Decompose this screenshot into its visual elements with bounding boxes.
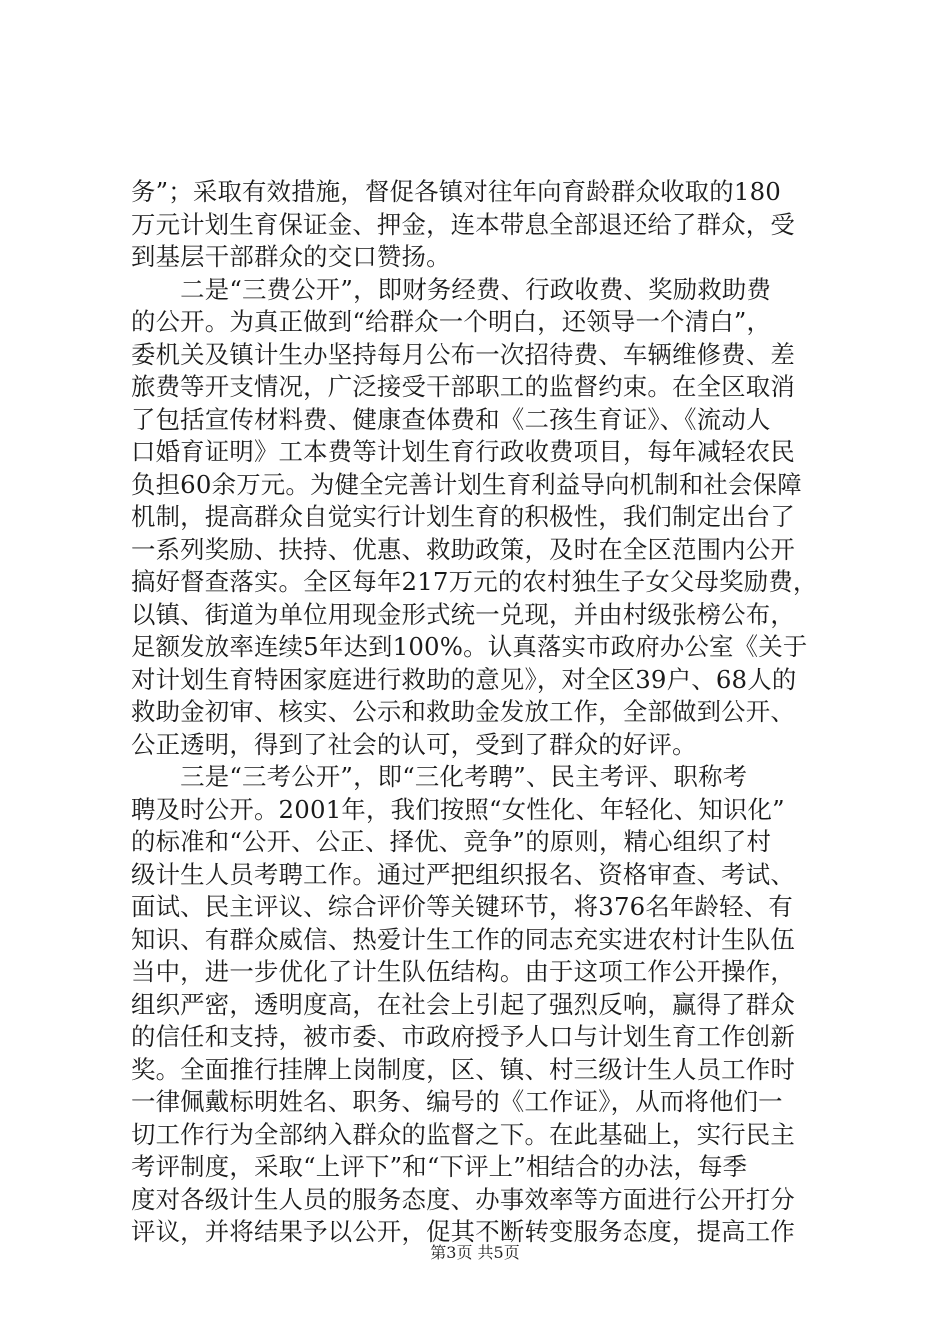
text-line: 以镇、街道为单位用现金形式统一兑现，并由村级张榜公布， xyxy=(131,599,795,629)
text-line: 救助金初审、核实、公示和救助金发放工作，全部做到公开、 xyxy=(131,697,795,726)
text-line: 的公开。为真正做到“给群众一个明白，还领导一个清白”， xyxy=(131,307,772,336)
text-line: 奖。全面推行挂牌上岗制度，区、镇、村三级计生人员工作时 xyxy=(131,1054,795,1084)
text-line: 口婚育证明》工本费等计划生育行政收费项目，每年减轻农民 xyxy=(131,437,795,466)
text-line: 足额发放率连续5年达到100%。认真落实市政府办公室《关于 xyxy=(131,632,808,661)
text-line: 的标准和“公开、公正、择优、竞争”的原则，精心组织了村 xyxy=(131,827,772,856)
text-line: 组织严密，透明度高，在社会上引起了强烈反响，赢得了群众 xyxy=(131,989,795,1019)
text-line: 到基层干部群众的交口赞扬。 xyxy=(131,242,451,271)
text-line: 了包括宣传材料费、健康查体费和《二孩生育证》、《流动人 xyxy=(131,404,771,434)
text-line: 级计生人员考聘工作。通过严把组织报名、资格审查、考试、 xyxy=(131,859,795,889)
text-line: 委机关及镇计生办坚持每月公布一次招待费、车辆维修费、差 xyxy=(131,339,795,369)
text-line: 机制，提高群众自觉实行计划生育的积极性，我们制定出台了 xyxy=(131,502,795,531)
text-line: 搞好督查落实。全区每年217万元的农村独生子女父母奖励费， xyxy=(131,567,818,596)
text-line: 务”；采取有效措施，督促各镇对往年向育龄群众收取的180 xyxy=(131,177,782,206)
document-body xyxy=(131,176,831,1249)
text-line: 当中，进一步优化了计生队伍结构。由于这项工作公开操作， xyxy=(131,957,795,986)
text-line: 切工作行为全部纳入群众的监督之下。在此基础上，实行民主 xyxy=(131,1119,795,1149)
text-line: 万元计划生育保证金、押金，连本带息全部退还给了群众，受 xyxy=(131,209,795,239)
text-line: 一律佩戴标明姓名、职务、编号的《工作证》，从而将他们一 xyxy=(131,1087,783,1116)
text-line: 二是“三费公开”，即财务经费、行政收费、奖励救助费 xyxy=(131,274,772,304)
text-line: 评议，并将结果予以公开，促其不断转变服务态度，提高工作 xyxy=(131,1217,795,1246)
page-footer xyxy=(0,1240,950,1263)
page-number-label: 第3页 共5页 xyxy=(430,1243,520,1262)
text-line: 一系列奖励、扶持、优惠、救助政策，及时在全区范围内公开 xyxy=(131,534,795,564)
text-line: 公正透明，得到了社会的认可，受到了群众的好评。 xyxy=(131,729,697,759)
text-line: 聘及时公开。2001年，我们按照“女性化、年轻化、知识化” xyxy=(131,794,785,824)
text-line: 负担60余万元。为健全完善计划生育利益导向机制和社会保障 xyxy=(131,469,802,499)
text-line: 知识、有群众威信、热爱计生工作的同志充实进农村计生队伍 xyxy=(131,924,795,954)
text-line: 的信任和支持，被市委、市政府授予人口与计划生育工作创新 xyxy=(131,1022,795,1051)
text-line: 对计划生育特困家庭进行救助的意见》，对全区39户、68人的 xyxy=(131,664,797,694)
text-line: 考评制度，采取“上评下”和“下评上”相结合的办法，每季 xyxy=(131,1152,748,1181)
text-line: 三是“三考公开”，即“三化考聘”、民主考评、职称考 xyxy=(131,762,748,791)
text-line: 度对各级计生人员的服务态度、办事效率等方面进行公开打分 xyxy=(131,1184,795,1214)
text-line: 旅费等开支情况，广泛接受干部职工的监督约束。在全区取消 xyxy=(131,372,795,401)
text-line: 面试、民主评议、综合评价等关键环节，将376名年龄轻、有 xyxy=(131,892,793,921)
